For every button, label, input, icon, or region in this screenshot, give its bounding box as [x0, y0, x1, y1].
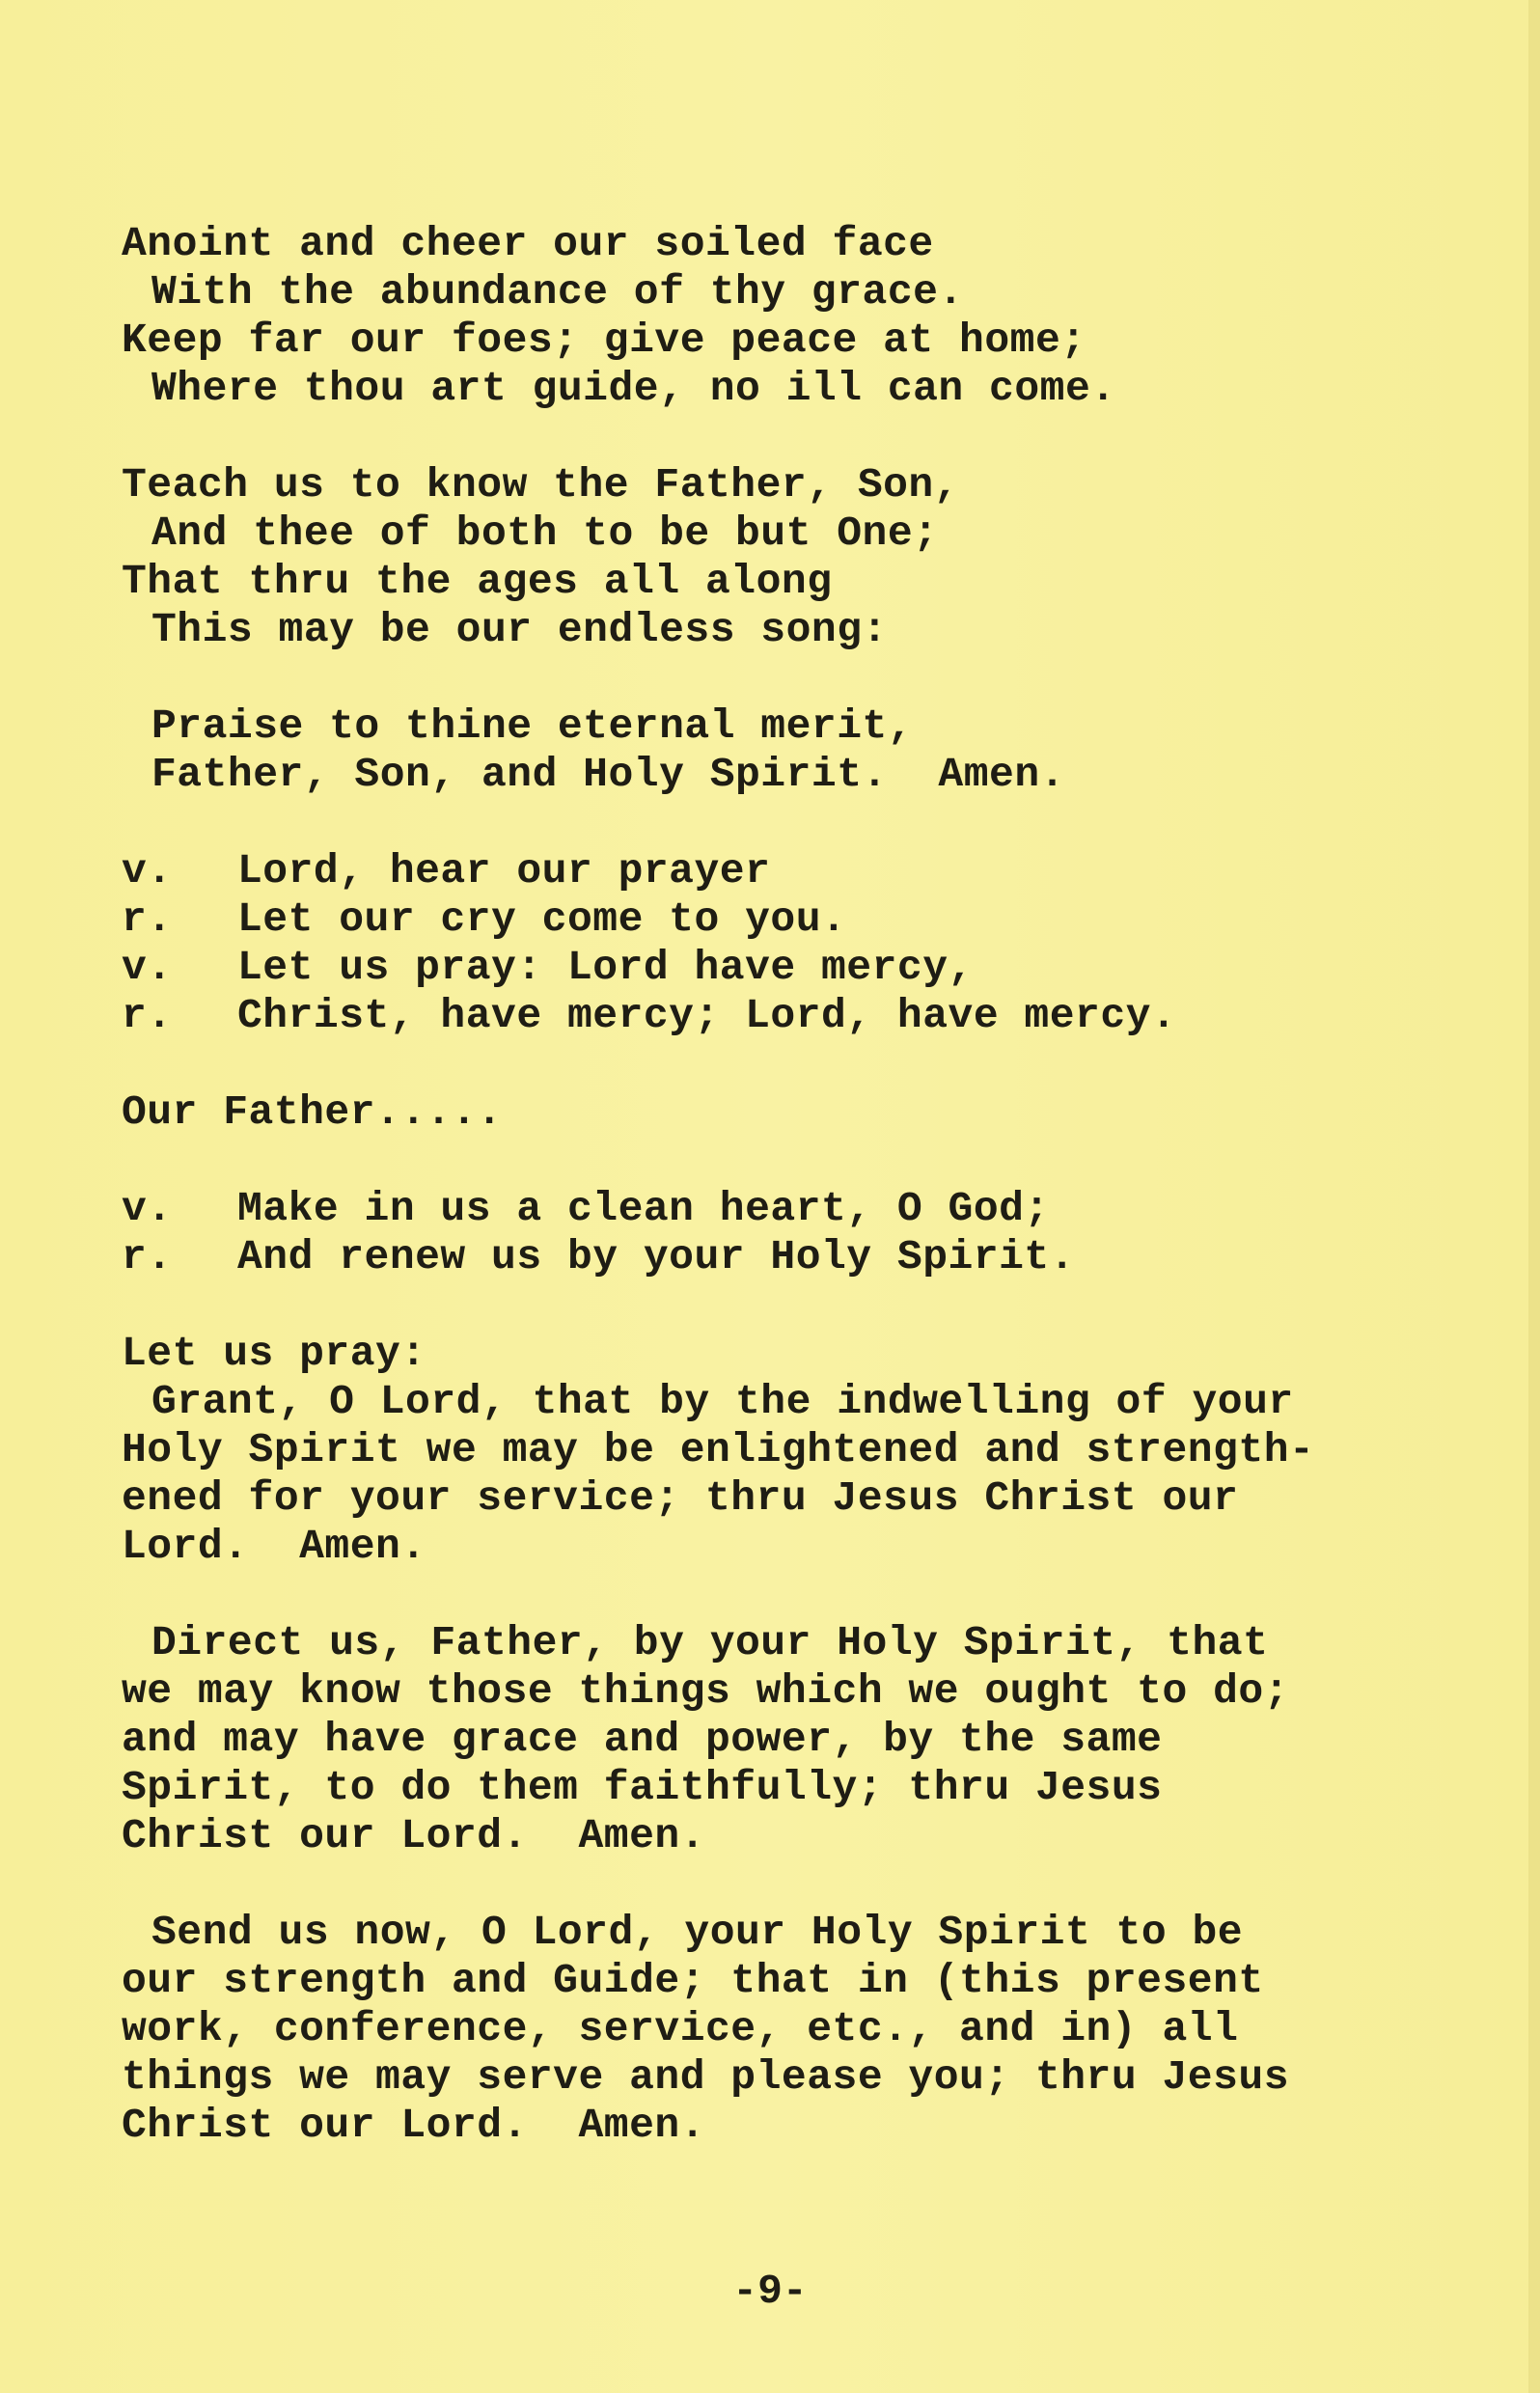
page-number: -9- — [732, 2268, 808, 2315]
prayer-line: Lord. Amen. — [122, 1523, 426, 1570]
hymn-line: This may be our endless song: — [151, 606, 888, 653]
prayer-line: ened for your service; thru Jesus Christ our — [122, 1474, 1239, 1522]
versicle — [122, 944, 1472, 992]
versicle-text: Christ, have mercy; Lord, have mercy. — [237, 992, 1177, 1039]
prayer-line: we may know those things which we ought to do; — [122, 1667, 1289, 1715]
versicle-text: Let our cry come to you. — [237, 895, 847, 943]
response — [122, 1233, 1472, 1281]
hymn-line: With the abundance of thy grace. — [151, 268, 964, 316]
let-us-pray: Let us pray: — [122, 1330, 426, 1377]
versicle-label: v. — [122, 847, 173, 894]
prayer-line: Grant, O Lord, that by the indwelling of your — [151, 1378, 1294, 1425]
hymn-line: Where thou art guide, no ill can come. — [151, 365, 1116, 412]
versicle-label: r. — [122, 992, 173, 1039]
versicle-text: Let us pray: Lord have mercy, — [237, 944, 974, 991]
prayer-line: and may have grace and power, by the same — [122, 1716, 1163, 1763]
prayer-line: our strength and Guide; that in (this present — [122, 1957, 1264, 2004]
versicle-text: Make in us a clean heart, O God; — [237, 1185, 1050, 1232]
doxology-line: Praise to thine eternal merit, — [151, 702, 914, 750]
versicle-label: r. — [122, 895, 173, 943]
hymn-line: Anoint and cheer our soiled face — [122, 220, 934, 267]
hymn-line: And thee of both to be but One; — [151, 509, 939, 557]
page-edge — [1528, 0, 1540, 2393]
our-father: Our Father..... — [122, 1088, 503, 1136]
versicle-label: r. — [122, 1233, 173, 1280]
response — [122, 895, 1472, 944]
prayer-line: Send us now, O Lord, your Holy Spirit to be — [151, 1909, 1244, 1956]
versicle — [122, 847, 1472, 895]
hymn-line: Keep far our foes; give peace at home; — [122, 316, 1086, 364]
versicle — [122, 1185, 1472, 1233]
document-body — [122, 220, 1472, 2150]
prayer-line: Holy Spirit we may be enlightened and strength- — [122, 1426, 1315, 1473]
versicle-text: Lord, hear our prayer — [237, 847, 771, 894]
prayer-line: Direct us, Father, by your Holy Spirit, that — [151, 1619, 1269, 1666]
prayer-line: Christ our Lord. Amen. — [122, 1812, 705, 1859]
versicle-label: v. — [122, 1185, 173, 1232]
response — [122, 992, 1472, 1040]
prayer-line: Christ our Lord. Amen. — [122, 2102, 705, 2149]
doxology-line: Father, Son, and Holy Spirit. Amen. — [151, 751, 1065, 798]
versicle-text: And renew us by your Holy Spirit. — [237, 1233, 1076, 1280]
versicle-label: v. — [122, 944, 173, 991]
prayer-line: Spirit, to do them faithfully; thru Jesus — [122, 1764, 1163, 1811]
hymn-line: That thru the ages all along — [122, 558, 833, 605]
prayer-line: things we may serve and please you; thru Jesus — [122, 2053, 1289, 2101]
prayer-line: work, conference, service, etc., and in) all — [122, 2005, 1239, 2052]
hymn-line: Teach us to know the Father, Son, — [122, 461, 960, 509]
